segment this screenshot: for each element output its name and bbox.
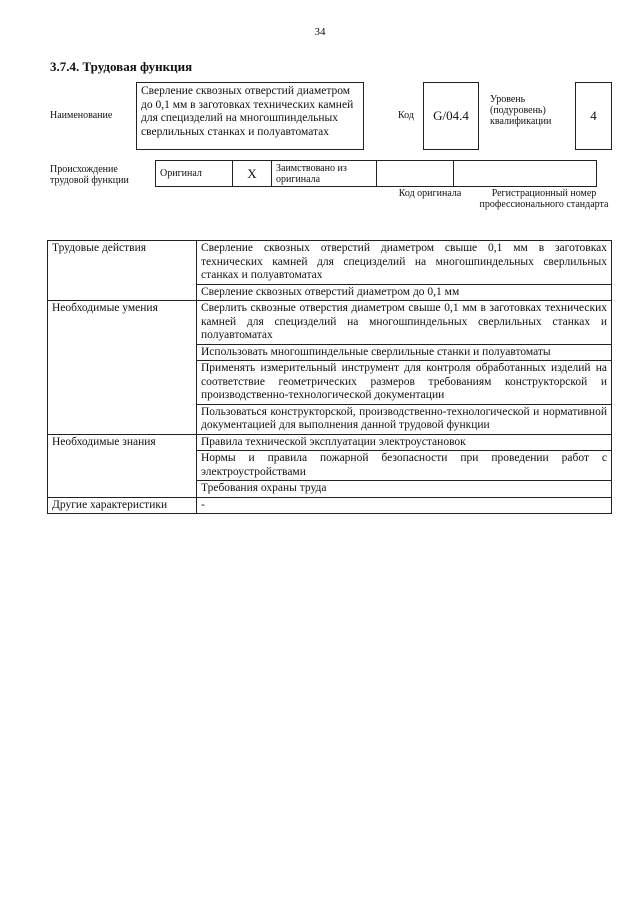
item-cell: Сверление сквозных отверстий диаметром до 0,1 мм [197,284,612,301]
origin-table [155,160,597,187]
origin-label: Происхождение трудовой функции [50,164,129,186]
item-cell: Пользоваться конструкторской, производственно-технологической и нормативной документацией для выполнения данной трудовой функции [197,404,612,434]
reg-number-label: Регистрационный номер профессионального стандарта [479,188,609,210]
original-mark: X [233,161,272,187]
item-cell: Сверлить сквозные отверстия диаметром свыше 0,1 мм в заготовках технических камней для специзделий на многошпиндельных сверлильных станках и полуавтоматах [197,301,612,345]
category-cell: Необходимые умения [48,301,197,435]
category-cell: Другие характеристики [48,497,197,514]
item-cell: Сверление сквозных отверстий диаметром свыше 0,1 мм в заготовках технических камней для специзделий на многошпиндельных сверлильных станках и полуавтоматах [197,241,612,285]
code-original-cell [377,161,454,187]
code-original-label: Код оригинала [398,188,462,199]
category-cell: Трудовые действия [48,241,197,301]
level-label: Уровень (подуровень) квалификации [490,94,552,127]
item-cell: Требования охраны труда [197,481,612,498]
function-details-table [47,240,612,514]
section-title: 3.7.4. Трудовая функция [50,59,193,74]
name-label: Наименование [50,110,113,121]
reg-number-cell [454,161,597,187]
qualification-level-box: 4 [575,82,612,150]
table-row [48,301,612,345]
category-cell: Необходимые знания [48,434,197,497]
table-row [48,497,612,514]
item-cell: Нормы и правила пожарной безопасности при проведении работ с электроустройствами [197,451,612,481]
item-cell: Правила технической эксплуатации электроустановок [197,434,612,451]
table-row [48,241,612,285]
borrowed-label: Заимствовано из оригинала [272,161,377,187]
item-cell: Использовать многошпиндельные сверлильные станки и полуавтоматы [197,344,612,361]
table-row [48,434,612,451]
original-label: Оригинал [156,161,233,187]
page-number: 34 [314,26,326,38]
function-name-box: Сверление сквозных отверстий диаметром до 0,1 мм в заготовках технических камней для специзделий на многошпиндельных сверлильных станках и полуавтоматах [136,82,364,150]
function-code-box: G/04.4 [423,82,479,150]
item-cell: - [197,497,612,514]
item-cell: Применять измерительный инструмент для контроля обработанных изделий на соответствие геометрических размеров требованиям конструкторской и производственно-технологической документации [197,361,612,405]
code-label: Код [398,110,414,121]
